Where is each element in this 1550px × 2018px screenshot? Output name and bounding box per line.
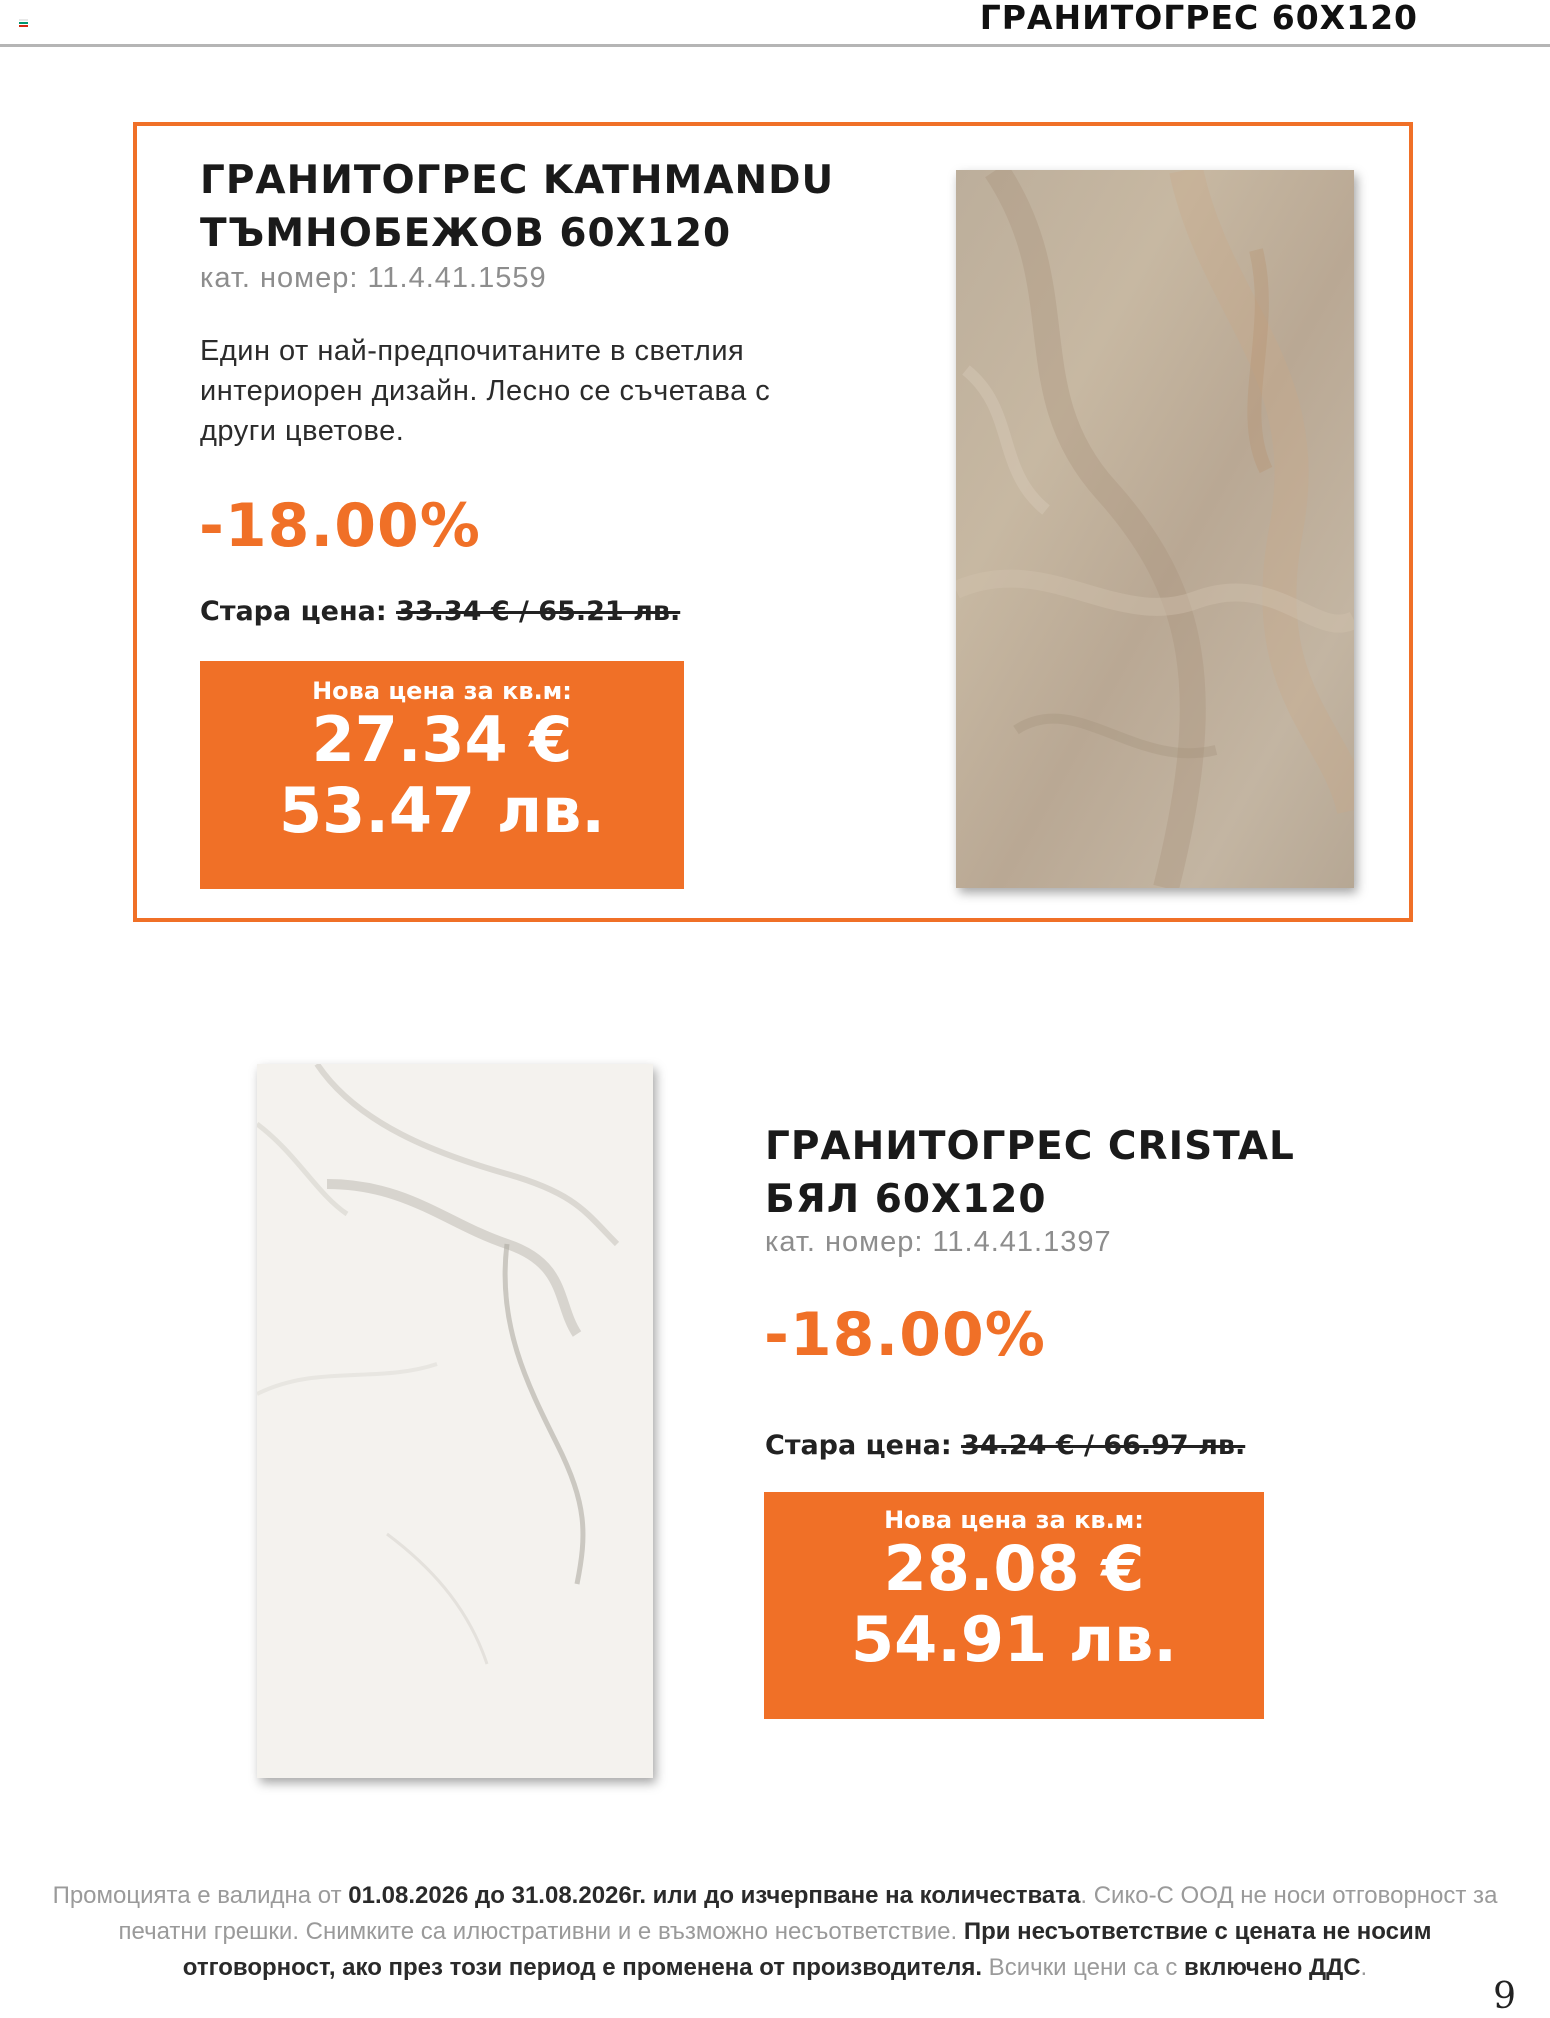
- footer-disclaimer: [40, 1878, 1510, 1986]
- discount-badge: -18.00%: [199, 491, 481, 561]
- footer-bold-text: При несъответствие с цената не носим отговорност, ако през този период е променена от производителя.: [182, 1918, 1432, 1981]
- new-price-eur: 27.34 €: [311, 703, 573, 776]
- discount-badge: -18.00%: [764, 1300, 1046, 1370]
- description-line: други цветове.: [200, 415, 405, 447]
- footer-text: . Сико-С ООД не носи отговорност за печатни грешки. Снимките са илюстративни и е възможно несъответствие.: [118, 1882, 1498, 1945]
- product-title-line-1: ГРАНИТОГРЕС CRISTAL: [765, 1124, 1295, 1169]
- old-price: [200, 596, 680, 627]
- footer-bold-text: 01.08.2026 до 31.08.2026г. или до изчерпване на количествата: [348, 1882, 1081, 1909]
- old-price-label: Стара цена:: [200, 596, 387, 627]
- product-title-line-2: ТЪМНОБЕЖОВ 60Х120: [200, 211, 732, 256]
- old-price: [765, 1430, 1245, 1461]
- bulgarian-flag-icon: [19, 19, 28, 26]
- product-title: [765, 1120, 1295, 1226]
- footer-text: Промоцията е валидна от: [52, 1882, 349, 1909]
- product-title: [200, 154, 834, 260]
- description-line: интериорен дизайн. Лесно се съчетава с: [200, 375, 771, 407]
- product-title-line-1: ГРАНИТОГРЕС KATHMANDU: [200, 158, 835, 203]
- page-header-title: ГРАНИТОГРЕС 60Х120: [979, 0, 1418, 37]
- new-price-bgn: 54.91 лв.: [851, 1603, 1177, 1676]
- new-price-box: [200, 661, 684, 889]
- new-price-bgn: 53.47 лв.: [279, 774, 605, 847]
- old-price-value: 34.24 € / 66.97 лв.: [961, 1430, 1246, 1461]
- footer-bold-text: включено ДДС: [1184, 1954, 1361, 1981]
- product-description: [200, 331, 840, 451]
- product-title-line-2: БЯЛ 60Х120: [765, 1177, 1047, 1222]
- beige-stone-tile-image: [956, 170, 1354, 888]
- new-price-box: [764, 1492, 1264, 1719]
- new-price-eur: 28.08 €: [883, 1532, 1145, 1605]
- catalog-number: кат. номер: 11.4.41.1559: [200, 262, 547, 294]
- old-price-label: Стара цена:: [765, 1430, 952, 1461]
- header-divider: [0, 44, 1550, 47]
- description-line: Един от най-предпочитаните в светлия: [200, 335, 745, 367]
- page-number: 9: [1493, 1976, 1516, 2017]
- new-price-label: Нова цена за кв.м:: [884, 1506, 1144, 1534]
- new-price-label: Нова цена за кв.м:: [312, 677, 572, 705]
- product-card-kathmandu: [133, 122, 1413, 922]
- white-marble-tile-image: [257, 1064, 653, 1778]
- footer-text: .: [1360, 1954, 1368, 1981]
- footer-text: Всички цени са с: [982, 1954, 1185, 1981]
- old-price-value: 33.34 € / 65.21 лв.: [396, 596, 681, 627]
- catalog-number: кат. номер: 11.4.41.1397: [765, 1226, 1112, 1258]
